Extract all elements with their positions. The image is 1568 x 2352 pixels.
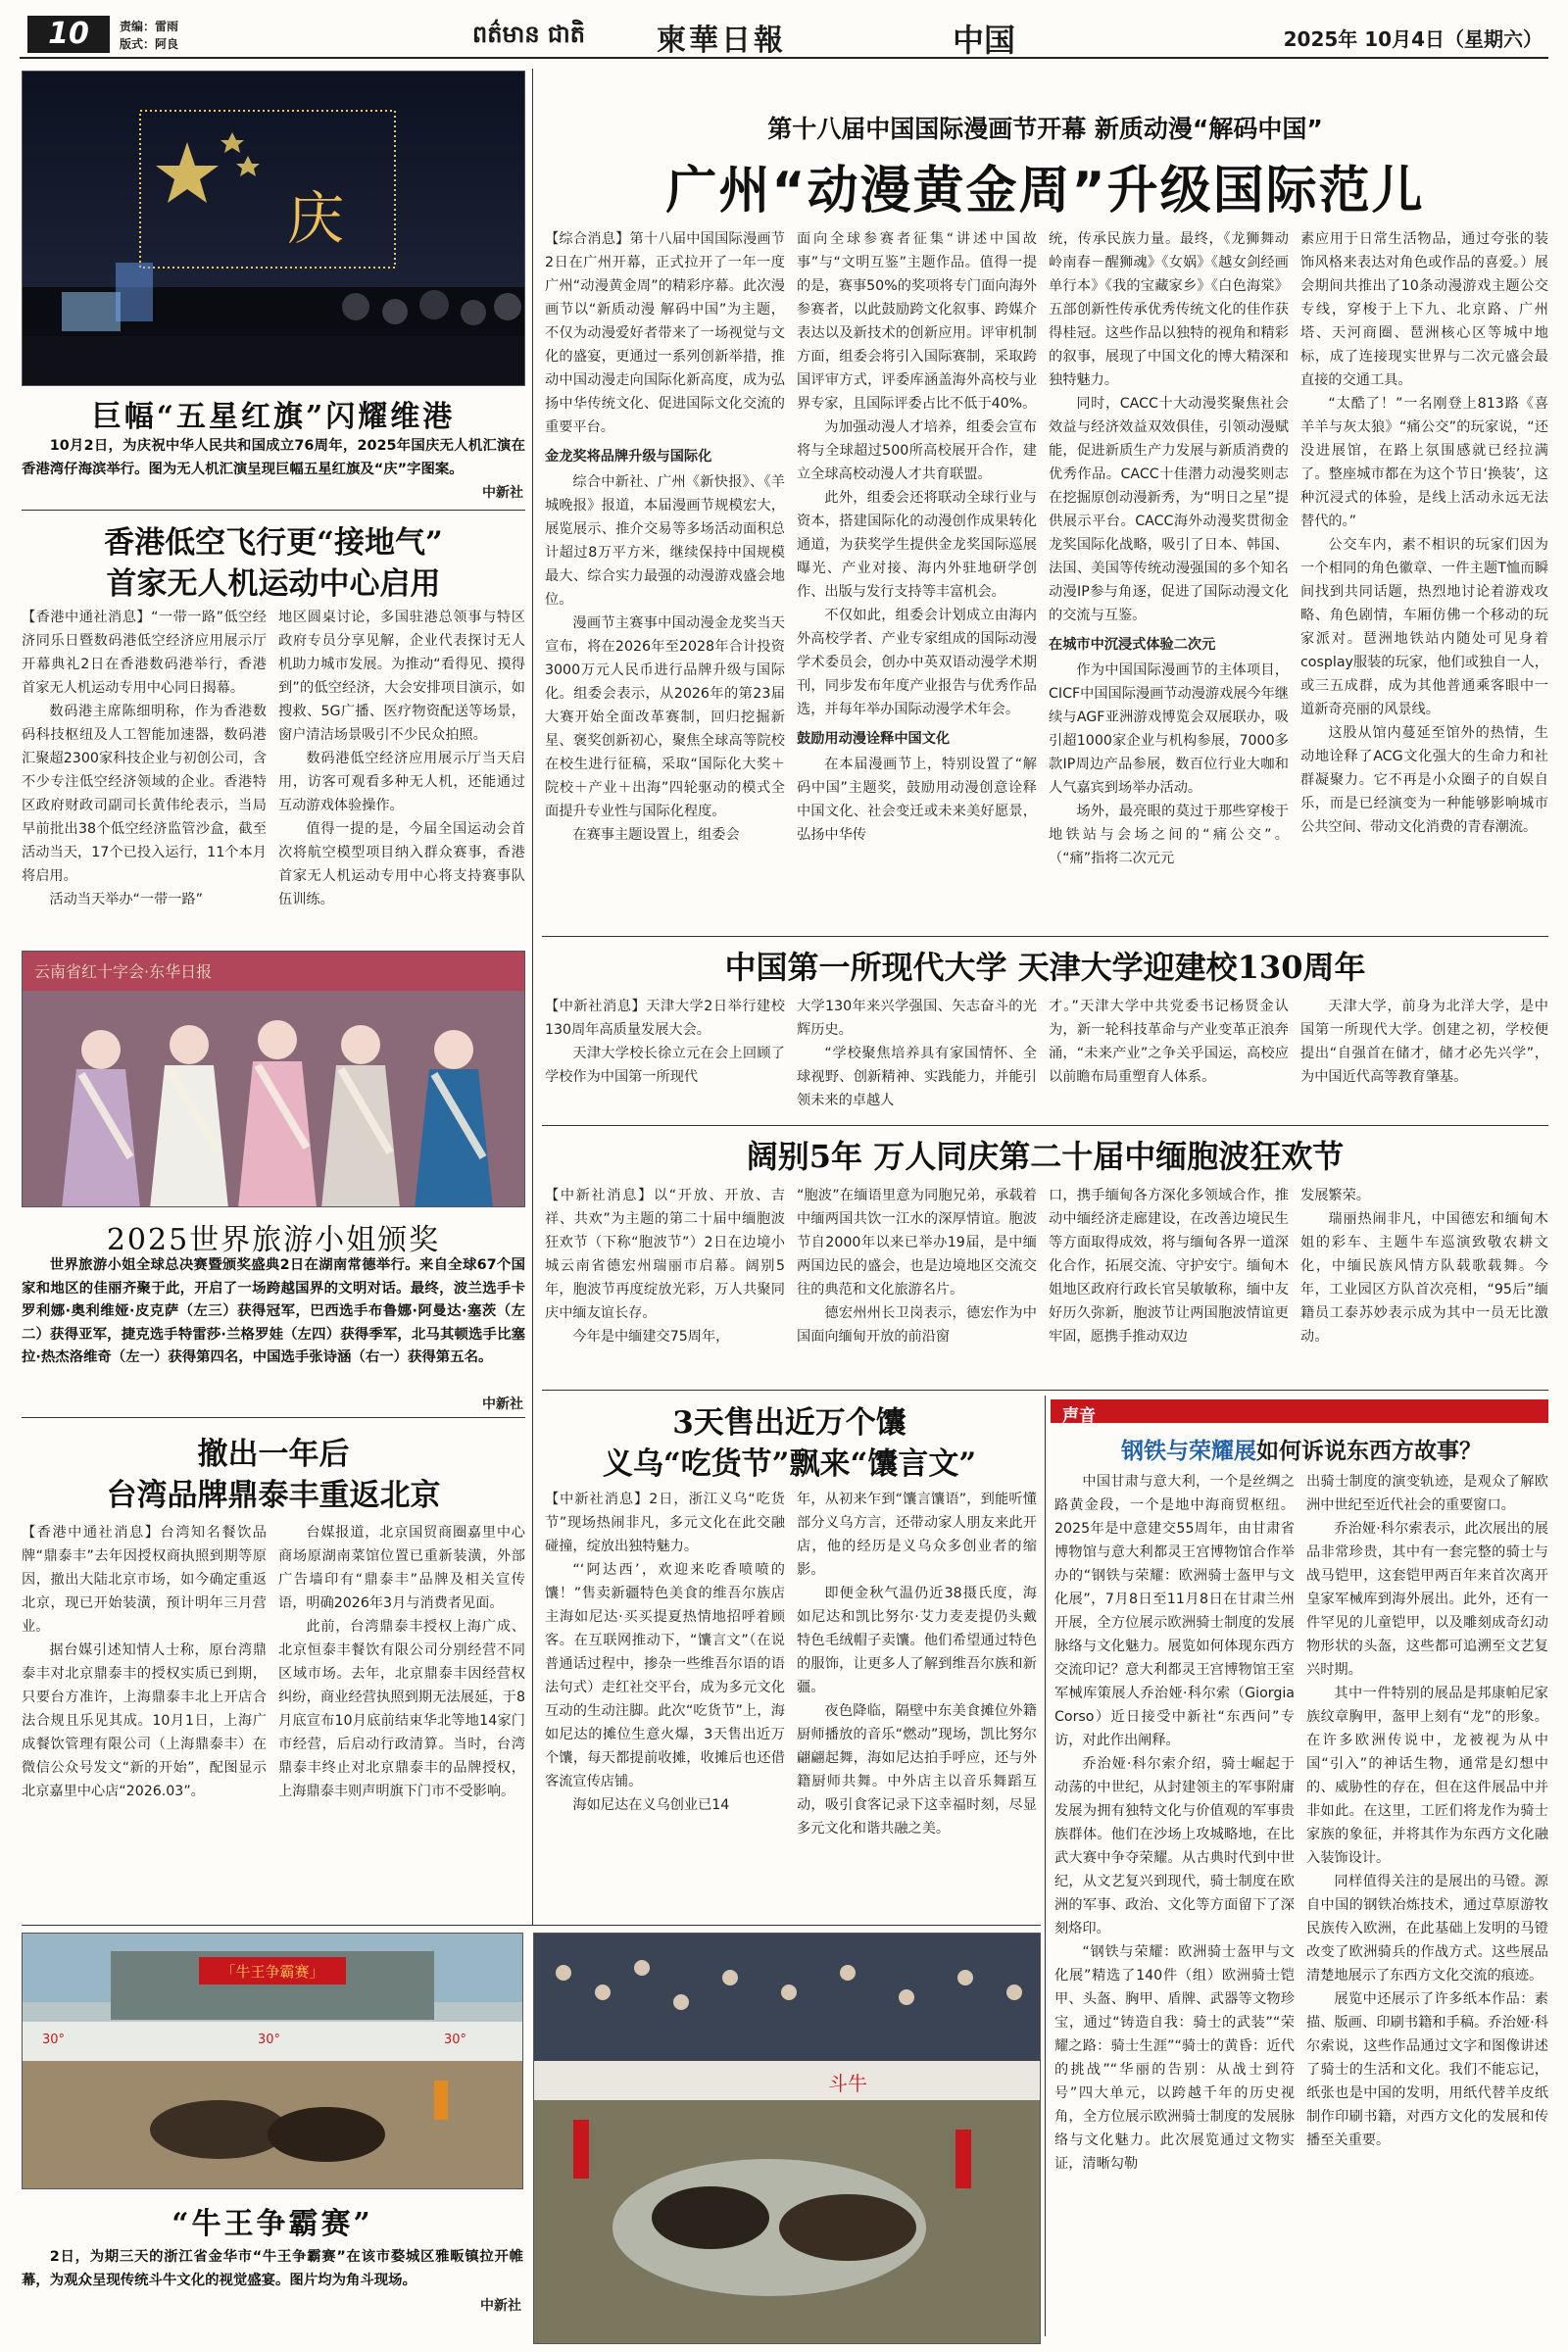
- paragraph: 乔治娅·科尔索表示，此次展出的展品非常珍贵，其中有一套完整的骑士与战马铠甲，这套铠甲两百年来首次离开皇家军械库到海外展出。此外，还有一件罕见的儿童铠甲，以及雕刻成奇幻动物形状的头盔，这些都可追溯至文艺复兴时期。: [1306, 1521, 1548, 1678]
- paragraph: “胞波”在缅语里意为同胞兄弟，承载着中缅两国共饮一江水的深厚情谊。胞波节自2000年以来已举办19届，是中缅两国边民的盛会，也是边境地区交流交往的典范和文化旅游名片。: [797, 1188, 1037, 1298]
- svg-text:30°: 30°: [444, 2033, 467, 2047]
- paragraph: 中国甘肃与意大利，一个是丝绸之路黄金段，一个是地中海商贸枢纽。2025年是中意建交55周年，由甘肃省博物馆与意大利都灵王宫博物馆合作举办的“钢铁与荣耀：欧洲骑士盔甲与文化展”，7月8日至11月8日在甘肃兰州开展，全方位展示欧洲骑士制度的发展脉络与文化魅力。展览如何体现东西方交流印记？意大利都灵王宫博物馆王室军械库策展人乔治娅·科尔索（Giorgia Corso）近日接受中新社“东西问”专访，对此作出阐释。: [1054, 1474, 1295, 1748]
- hk-drone-show-photo: [22, 71, 525, 386]
- tourism-pageant-image: [23, 952, 525, 1207]
- tianjin-title: 中国第一所现代大学 天津大学迎建校130周年: [724, 949, 1366, 986]
- paragraph: 台媒报道，北京国贸商圈嘉里中心商场原湖南菜馆位置已重新装潢，外部广告墙印有“鼎泰丰”品牌及相关宣传语，明确2026年3月与消费者见面。: [278, 1525, 525, 1611]
- paragraph: 活动当天举办“一带一路”: [49, 892, 203, 907]
- tourism-source: 中新社: [482, 1396, 523, 1412]
- taiwan-title-line2: 台湾品牌鼎泰丰重返北京: [106, 1478, 441, 1513]
- hk-drone-show-image: [23, 72, 525, 386]
- hk-stars-source: 中新社: [482, 485, 523, 501]
- paragraph: “钢铁与荣耀：欧洲骑士盔甲与文化展”精选了140件（组）欧洲骑士铠甲、头盔、胸甲、盾牌、武器等文物珍宝，通过“铸造自我：骑士的武装”“荣耀之路：骑士生涯”“骑士的黄昏：近代的挑战”“华丽的告别：从战士到符号”四大单元，以跨越千年的历史视角，全方位展示欧洲骑士制度的发展脉络与文化魅力。此次展览通过文物实证，清晰勾勒: [1054, 1944, 1295, 2172]
- yiwu-title-line1: 3天售出近万个馕: [672, 1405, 906, 1441]
- paragraph: “太酷了！”一名刚登上813路《喜羊羊与灰太狼》“痛公交”的玩家说，“还没进展馆，在路上氛围感就已经拉满了。整座城市都在为这个节日‘换装’，这种沉浸式的体验，是线上活动永远无法替代的。”: [1300, 396, 1548, 529]
- bullfight-arch-text: 「牛王争霸赛」: [220, 1963, 324, 1981]
- voice-column-1: [1054, 1470, 1295, 2176]
- paragraph: 即便金秋气温仍近38摄氏度，海如尼达和凯比努尔·艾力麦麦提仍头戴特色毛绒帽子卖馕。他们希望通过特色的服饰，让更多人了解到维吾尔族和新疆。: [797, 1586, 1037, 1695]
- paragraph: 【香港中通社消息】台湾知名餐饮品牌“鼎泰丰”去年因授权商执照到期等原因，撤出大陆北京市场，如今确定重返北京，现已开始装潢，预计明年三月营业。: [22, 1525, 267, 1635]
- page-header: [20, 12, 1548, 59]
- masthead-khmer: ពត៌មាន ជាតិ: [472, 21, 585, 48]
- anime-column-1: [545, 227, 785, 847]
- paragraph: 同样值得关注的是展出的马镫。源自中国的钢铁冶炼技术，通过草原游牧民族传入欧洲，在此基础上发明的马镫改变了欧洲骑兵的作战方式。这些展品清楚地展示了东西方文化交流的痕迹。: [1306, 1874, 1548, 1984]
- pojiang-column-3: [1049, 1184, 1289, 1348]
- paragraph: 作为中国国际漫画节的主体项目，CICF中国国际漫画节动漫游戏展今年继续与AGF亚洲游戏博览会双展联办，吸引超1000家企业与机构参展，7000多款IP周边产品参展，数百位行业大咖和人气嘉宾到场举办活动。: [1049, 662, 1289, 796]
- tourism-banner-text: 云南省红十字会·东华日报: [34, 962, 213, 981]
- voice-column-2: [1306, 1470, 1548, 2152]
- paragraph: 数码港低空经济应用展示厅当天启用，访客可观看多种无人机，还能通过互动游戏体验操作。: [278, 751, 525, 813]
- tourism-pageant-photo: [22, 951, 525, 1207]
- paragraph: 其中一件特别的展品是邦康帕尼家族纹章胸甲，盔甲上刻有“龙”的形象。在许多欧洲传说中，龙被视为从中国“引入”的神话生物，通常是幻想中的、威胁性的存在，但在这件展品中并非如此。在这里，工匠们将龙作为骑士家族的象征，并将其作为东西方文化融入装饰设计。: [1306, 1686, 1548, 1866]
- pojiang-column-2: [797, 1184, 1037, 1348]
- paragraph: 数码港主席陈细明称，作为香港数码科技枢纽及人工智能加速器，数码港汇聚超2300家科技企业与初创公司，含不少专注低空经济领域的企业。香港特区政府财政司副司长黄伟纶表示，当局早前批出38个低空经济监管沙盒，截至活动当天，17个已投入运行，11个本月将启用。: [22, 704, 267, 884]
- bullfight-title: “牛王争霸赛”: [172, 2207, 373, 2241]
- layout-credit: 版式：阿良: [120, 37, 179, 51]
- paragraph: 面向全球参赛者征集“讲述中国故事”与“文明互鉴”主题作品。值得一提的是，赛事50%的奖项将专门面向海外参赛者，以此鼓励跨文化叙事、跨媒介表达以及新技术的创新应用。评审机制方面，组委会将引入国际赛制，采取跨国评审方式，评委库涵盖海外高校与业界专家，且国际评委占比不低于40%。: [797, 231, 1037, 412]
- paragraph: 才。”天津大学中共党委书记杨贤金认为，新一轮科技革命与产业变革正浪奔涌，“未来产业”之争关乎国运，高校应以前瞻布局重塑育人体系。: [1049, 999, 1289, 1085]
- anime-subhead-2: 鼓励用动漫诠释中国文化: [797, 731, 951, 747]
- paragraph: 展览中还展示了许多纸本作品：素描、版画、印刷书籍和手稿。乔治娅·科尔索说，这些作品通过文字和图像讲述了骑士的生活和文化。我们不能忘记，纸张也是中国的发明，用纸代替羊皮纸制作印刷书籍，对西方文化的发展和传播至关重要。: [1306, 1991, 1548, 2148]
- svg-text:30°: 30°: [258, 2033, 281, 2047]
- anime-title: 广州“动漫黄金周”升级国际范儿: [665, 162, 1425, 220]
- paragraph: 夜色降临，隔壁中东美食摊位外籍厨师播放的音乐“燃动”现场，凯比努尔翩翩起舞，海如尼达拍手呼应，还与外籍厨师共舞。中外店主以音乐舞蹈互动，吸引食客记录下这幸福时刻，尽显多元文化和谐共融之美。: [797, 1703, 1037, 1837]
- paragraph: 出骑士制度的演变轨迹，是观众了解欧洲中世纪至近代社会的重要窗口。: [1306, 1474, 1548, 1513]
- anime-column-3: [1049, 227, 1289, 870]
- tianjin-column-1: [545, 995, 785, 1089]
- paragraph: “‘阿达西’，欢迎来吃香喷喷的馕！”售卖新疆特色美食的维吾尔族店主海如尼达·买买提夏热情地招呼着顾客。在互联网推动下，“馕言文”（在说普通话过程中，掺杂一些维吾尔语的语法句式）走红社交平台，成为多元文化互动的生动注脚。此次“吃货节”上，海如尼达的摊位生意火爆，3天售出近万个馕，每天都提前收摊，收摊后也还借客流宣传店铺。: [545, 1562, 785, 1789]
- issue-date: 2025年 10月4日（星期六）: [1283, 27, 1543, 51]
- yiwu-column-2: [797, 1488, 1037, 1840]
- yiwu-title-line2: 义乌“吃货节”飘来“馕言文”: [602, 1446, 977, 1482]
- bullfight-arena-photo: [22, 1933, 523, 2189]
- paragraph: 大学130年来兴学强国、矢志奋斗的光辉历史。: [797, 999, 1037, 1038]
- bullfight-arena-image: [23, 1934, 523, 2189]
- paragraph: 这股从馆内蔓延至馆外的热情，生动地诠释了ACG文化强大的生命力和社群凝聚力。它不再是小众圈子的自娱自乐，而是已经演变为一种能够影响城市公共空间、带动文化消费的青春潮流。: [1300, 725, 1548, 835]
- paragraph: 此前，台湾鼎泰丰授权上海广成、北京恒泰丰餐饮有限公司分别经营不同区域市场。去年，北京鼎泰丰因经营权纠纷，商业经营执照到期无法展延，于8月底宣布10月底前结束华北等地14家门市经营，后启动行政清算。当时，台湾鼎泰丰终止对北京鼎泰丰的品牌授权，上海鼎泰丰则声明旗下门市不受影响。: [278, 1619, 525, 1799]
- hk-stars-title: 巨幅“五星红旗”闪耀维港: [91, 400, 456, 434]
- paragraph: 场外，最亮眼的莫过于那些穿梭于地铁站与会场之间的“痛公交”。（“痛”指将二次元元: [1049, 804, 1289, 866]
- anime-subhead-3: 在城市中沉浸式体验二次元: [1049, 637, 1216, 653]
- section-name: 中国: [953, 22, 1016, 59]
- hk-stars-caption: 10月2日，为庆祝中华人民共和国成立76周年，2025年国庆无人机汇演在香港湾仔海滨举行。图为无人机汇演呈现巨幅五星红旗及“庆”字图案。: [22, 438, 525, 477]
- taiwan-column-2: [278, 1521, 525, 1803]
- paragraph: 公交车内，素不相识的玩家们因为一个相同的角色徽章、一件主题T恤而瞬间找到共同话题，热烈地讨论着游戏攻略、角色剧情，车厢仿佛一个移动的玩家派对。琶洲地铁站内随处可见身着cosplay服装的玩家，他们或独自一人，或三五成群，成为其他普通乘客眼中一道新奇亮丽的风景线。: [1300, 537, 1548, 717]
- paragraph: 同时，CACC十大动漫奖聚焦社会效益与经济效益双效俱佳，引领动漫赋能，促进新质生产力发展与新质消费的优秀作品。CACC十佳潜力动漫奖则志在挖掘原创动漫新秀，为“明日之星”提供展示平台。CACC海外动漫奖贯彻金龙奖国际化战略，吸引了日本、韩国、法国、美国等传统动漫强国的多个知名动漫IP参与角逐，促进了国际动漫文化的交流与互鉴。: [1049, 396, 1289, 623]
- paragraph: 年，从初来乍到“馕言馕语”，到能听懂部分义乌方言，还带动家人朋友来此开店，他的经历是义乌众多创业者的缩影。: [797, 1492, 1037, 1578]
- voice-label: 声音: [1062, 1406, 1096, 1426]
- paragraph: 综合中新社、广州《新快报》、《羊城晚报》报道，本届漫画节规模宏大，展览展示、推介交易等多场活动面积总计超过8万平方米，继续保持中国规模最大、综合实力最强的动漫游戏盛会地位。: [545, 474, 785, 608]
- paragraph: 乔治娅·科尔索介绍，骑士崛起于动荡的中世纪，从封建领主的军事附庸发展为拥有独特文化与价值观的军事贵族群体。他们在沙场上攻城略地，在比武大赛中争夺荣耀。从古典时代到中世纪，从文艺复兴到现代，骑士制度在欧洲的军事、政治、文化等方面留下了深刻烙印。: [1054, 1756, 1295, 1936]
- hk-drone-title-line1: 香港低空飞行更“接地气”: [104, 525, 443, 561]
- paragraph: 值得一提的是，今届全国运动会首次将航空模型项目纳入群众赛事，香港首家无人机运动专用中心将支持赛事队伍训练。: [278, 821, 525, 907]
- svg-text:斗牛: 斗牛: [828, 2072, 867, 2095]
- bullfight-source: 中新社: [480, 2298, 521, 2314]
- paragraph: 天津大学，前身为北洋大学，是中国第一所现代大学。创建之初，学校便提出“自强首在储才，储才必先兴学”，为中国近代高等教育肇基。: [1300, 999, 1548, 1085]
- paragraph: 在本届漫画节上，特别设置了“解码中国”主题奖，鼓励用动漫创意诠释中国文化、社会变迁或未来美好愿景，弘扬中华传: [797, 757, 1037, 843]
- paragraph: 【中新社消息】以“开放、开放、吉祥、共欢”为主题的第二十届中缅胞波狂欢节（下称“胞波节”）2日在边境小城云南省德宏州瑞丽市启幕。阔别5年，胞波节再度绽放光彩，万人共聚同庆中缅友谊长存。: [545, 1188, 785, 1321]
- paragraph: 天津大学校长徐立元在会上回顾了学校作为中国第一所现代: [545, 1046, 785, 1085]
- hk-drone-column-1: [22, 606, 267, 911]
- svg-text:30°: 30°: [42, 2033, 66, 2047]
- pojiang-column-4: [1300, 1184, 1548, 1348]
- pojiang-column-1: [545, 1184, 785, 1348]
- page-number: 10: [27, 16, 110, 53]
- anime-subhead-1: 金龙奖将品牌升级与国际化: [545, 449, 712, 465]
- paragraph: 漫画节主赛事中国动漫金龙奖当天宣布，将在2026年至2028年合计投资3000万元人民币进行品牌升级与国际化。组委会表示，从2026年的第23届大赛开始全面改革赛制，回归挖掘新星、褒奖创新初心，聚焦全球高等院校在校生进行征稿，采取“国际化大奖＋院校＋产业＋出海”四轮驱动的模式全面提升专业性与国际化程度。: [545, 615, 785, 819]
- hk-drone-title-line2: 首家无人机运动中心启用: [106, 566, 441, 602]
- tianjin-column-2: [797, 995, 1037, 1112]
- yiwu-column-1: [545, 1488, 785, 1817]
- paragraph: “学校聚焦培养具有家国情怀、全球视野、创新精神、实践能力，并能引领未来的卓越人: [797, 1046, 1037, 1108]
- voice-title: [1054, 1433, 1548, 1465]
- paragraph: 发展繁荣。: [1300, 1188, 1370, 1203]
- bullfight-splash-image: [534, 1934, 1041, 2344]
- tianjin-column-4: [1300, 995, 1548, 1089]
- paragraph: 此外，组委会还将联动全球行业与资本，搭建国际化的动漫创作成果转化通道，为获奖学生提供金龙奖国际巡展曝光、产业对接、海内外驻地研学创作、出版与发行支持等丰富机会。: [797, 490, 1037, 600]
- anime-column-4: [1300, 227, 1548, 839]
- paragraph: 【香港中通社消息】“一带一路”低空经济同乐日暨数码港低空经济应用展示厅开幕典礼2日在香港数码港举行，香港首家无人机运动专用中心同日揭幕。: [22, 610, 267, 696]
- anime-column-2: [797, 227, 1037, 847]
- masthead-chinese: 柬華日報: [657, 24, 786, 58]
- hk-drone-column-2: [278, 606, 525, 911]
- voice-label-bar: [1051, 1399, 1548, 1426]
- paragraph: 海如尼达在义乌创业已14: [572, 1797, 730, 1813]
- paragraph: 不仅如此，组委会计划成立由海内外高校学者、产业专家组成的国际动漫学术委员会，创办中英双语动漫学术期刊，同步发布年度产业报告与优秀作品选，并每年举办国际动漫学术年会。: [797, 608, 1037, 717]
- paragraph: 【中新社消息】天津大学2日举行建校130周年高质量发展大会。: [545, 999, 785, 1038]
- tourism-title: 2025世界旅游小姐颁奖: [106, 1223, 441, 1257]
- paragraph: 今年是中缅建交75周年，: [572, 1329, 730, 1345]
- paragraph: 瑞丽热闹非凡，中国德宏和缅甸木姐的彩车、主题牛车巡演致敬农耕文化，中缅民族风情方队载歌载舞。今年，工业园区方队首次亮相，“95后”缅籍员工泰苏妙表示成为其中一员无比激动。: [1300, 1211, 1548, 1345]
- voice-title-highlight: 钢铁与荣耀展: [1121, 1439, 1256, 1464]
- paragraph: 据台媒引述知情人士称，原台湾鼎泰丰对北京鼎泰丰的授权实质已到期，只要台方准许，上海鼎泰丰北上开店合法合规且乐见其成。10月1日，上海广成餐饮管理有限公司（上海鼎泰丰）在微信公众号发文“新的开始”，配图显示北京嘉里中心店“2026.03”。: [22, 1642, 267, 1799]
- tourism-caption: 世界旅游小姐全球总决赛暨颁奖盛典2日在湖南常德举行。来自全球67个国家和地区的佳丽齐聚于此，开启了一场跨越国界的文明对话。最终，波兰选手卡罗利娜·奥利维娅·皮克萨（左三）获得冠军，巴西选手布鲁娜·阿曼达·塞茨（左二）获得亚军，捷克选手特雷莎·兰格罗娃（左四）获得季军，北马其顿选手比塞拉·热杰洛维奇（左一）获得第四名，中国选手张诗涵（右一）获得第五名。: [22, 1257, 525, 1365]
- bullfight-caption: 2日，为期三天的浙江省金华市“牛王争霸赛”在该市婺城区雅畈镇拉开帷幕，为观众呈现传统斗牛文化的视觉盛宴。图片均为角斗现场。: [22, 2249, 523, 2288]
- paragraph: 德宏州州长卫岗表示，德宏作为中国面向缅甸开放的前沿窗: [797, 1305, 1037, 1345]
- paragraph: 【综合消息】第十八届中国国际漫画节2日在广州开幕，正式拉开了一年一度广州“动漫黄金周”的精彩序幕。此次漫画节以“新质动漫 解码中国”为主题，不仅为动漫爱好者带来了一场视觉与文化的盛宴，更通过一系列创新举措，推动中国动漫走向国际化新高度，成为弘扬中华传统文化、促进国际文化交流的重要平台。: [545, 231, 785, 435]
- taiwan-title-line1: 撤出一年后: [197, 1437, 350, 1472]
- pojiang-title: 阔别5年 万人同庆第二十届中缅胞波狂欢节: [746, 1138, 1345, 1175]
- paragraph: 口，携手缅甸各方深化多领域合作，推动中缅经济走廊建设，在改善边境民生等方面取得成效，将与缅甸各界一道深化合作，拓展交流、守护安宁。缅甸木姐地区政府行政长官吴敏敏称，缅中友好历久弥新，胞波节让两国胞波情谊更牢固，愿携手推动双边: [1049, 1188, 1289, 1345]
- tianjin-column-3: [1049, 995, 1289, 1089]
- paragraph: 【中新社消息】2日，浙江义乌“吃货节”现场热闹非凡，多元文化在此交融碰撞，绽放出独特魅力。: [545, 1492, 785, 1554]
- svg-text:庆: 庆: [287, 185, 345, 252]
- paragraph: 为加强动漫人才培养，组委会宣布将与全球超过500所高校展开合作，建立全球高校动漫人才共育联盟。: [797, 419, 1037, 482]
- paragraph: 在赛事主题设置上，组委会: [572, 827, 740, 843]
- anime-kicker: 第十八届中国国际漫画节开幕 新质动漫“解码中国”: [767, 115, 1323, 143]
- voice-title-rest: 如何诉说东西方故事？: [1256, 1439, 1482, 1464]
- paragraph: 统，传承民族力量。最终，《龙狮舞动岭南春－醒狮魂》《女娲》《越女剑经画单行本》《我的宝藏家乡》《白色海棠》五部创新性传承优秀传统文化的佳作获得桂冠。这些作品以独特的视角和精彩的叙事，展现了中国文化的博大精深和独特魅力。: [1049, 231, 1289, 388]
- paragraph: 地区圆桌讨论，多国驻港总领事与特区政府专员分享见解，企业代表探讨无人机助力城市发展。为推动“看得见、摸得到”的低空经济，大会安排项目演示，如搜救、5G广播、医疗物资配送等场景，窗户清洁场景吸引不少民众拍照。: [278, 610, 525, 743]
- editor-credit: 责编：雷雨: [120, 20, 179, 33]
- bullfight-splash-photo: [533, 1933, 1041, 2344]
- paragraph: 素应用于日常生活物品，通过夸张的装饰风格来表达对角色或作品的喜爱。）展会期间共推出了10条动漫游戏主题公交专线，穿梭于上下九、北京路、广州塔、天河商圈、琶洲核心区等城中地标，成了连接现实世界与二次元盛会最直接的交通工具。: [1300, 231, 1548, 388]
- taiwan-column-1: [22, 1521, 267, 1803]
